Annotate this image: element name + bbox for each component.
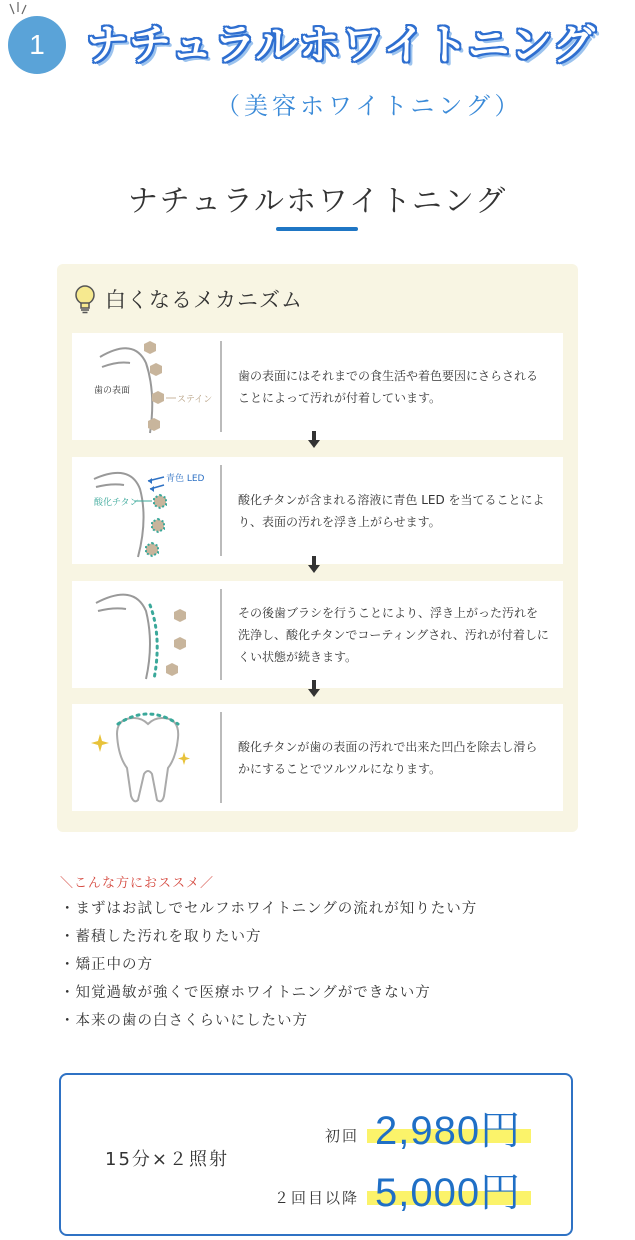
section-number-badge bbox=[8, 16, 66, 74]
down-arrow-icon bbox=[307, 431, 321, 449]
first-visit-price: 2,980円 bbox=[375, 1109, 522, 1153]
step-3-text: その後歯ブラシを行うことにより、浮き上がった汚れを洗浄し、酸化チタンでコーティングされ、汚れが付着しにくい状態が続きます。 bbox=[238, 605, 549, 664]
titanium-label: 酸化チタン bbox=[94, 498, 139, 508]
mechanism-panel bbox=[57, 264, 578, 832]
main-subtitle: （美容ホワイトニング） bbox=[216, 92, 523, 120]
section-number: 1 bbox=[29, 29, 45, 60]
smooth-tooth-illustration bbox=[72, 704, 220, 811]
step-2-text: 酸化チタンが含まれる溶液に青色 LED を当てることにより、表面の汚れを浮き上がらせます。 bbox=[238, 492, 545, 529]
list-item: ・蓄積した汚れを取りたい方 bbox=[60, 929, 262, 945]
price-box bbox=[59, 1073, 573, 1236]
blue-led-label: 青色 LED bbox=[166, 474, 205, 484]
step-divider bbox=[220, 712, 222, 803]
down-arrow-icon bbox=[307, 556, 321, 574]
list-item: ・知覚過敏が強くで医療ホワイトニングができない方 bbox=[60, 985, 431, 1001]
first-visit-label: 初回 bbox=[324, 1127, 359, 1145]
sparkle-lines-icon bbox=[6, 2, 28, 18]
tooth-surface-label: 歯の表面 bbox=[94, 386, 131, 396]
tooth-coating-illustration bbox=[72, 581, 220, 688]
treatment-duration: 15分×２照射 bbox=[105, 1149, 229, 1170]
step-divider bbox=[220, 341, 222, 432]
later-visit-price: 5,000円 bbox=[375, 1171, 522, 1215]
step-1-text: 歯の表面にはそれまでの食生活や着色要因にさらされることによって汚れが付着しています。 bbox=[238, 368, 539, 405]
recommend-label: ＼こんな方におススメ／ bbox=[60, 876, 215, 891]
mechanism-step-3 bbox=[72, 581, 563, 688]
step-4-text: 酸化チタンが歯の表面の汚れで出来た凹凸を除去し滑らかにすることでツルツルになります。 bbox=[238, 739, 538, 776]
mechanism-header bbox=[73, 284, 303, 314]
stain-label: ステイン bbox=[177, 395, 213, 405]
list-item: ・矯正中の方 bbox=[60, 957, 153, 973]
step-divider bbox=[220, 589, 222, 680]
down-arrow-icon bbox=[307, 680, 321, 698]
list-item: ・本来の歯の白さくらいにしたい方 bbox=[60, 1013, 308, 1029]
list-item: ・まずはお試しでセルフホワイトニングの流れが知りたい方 bbox=[60, 901, 478, 917]
section-title-underline bbox=[276, 227, 358, 231]
mechanism-step-1 bbox=[72, 333, 563, 440]
step-divider bbox=[220, 465, 222, 556]
mechanism-title: 白くなるメカニズム bbox=[105, 288, 303, 312]
lightbulb-icon bbox=[73, 284, 97, 314]
recommend-list bbox=[60, 898, 477, 1038]
mechanism-step-4 bbox=[72, 704, 563, 811]
section-title: ナチュラルホワイトニング bbox=[127, 184, 508, 219]
later-visit-label: ２回目以降 bbox=[273, 1189, 359, 1207]
main-title: ナチュラルホワイトニング bbox=[86, 20, 596, 69]
mechanism-step-2 bbox=[72, 457, 563, 564]
